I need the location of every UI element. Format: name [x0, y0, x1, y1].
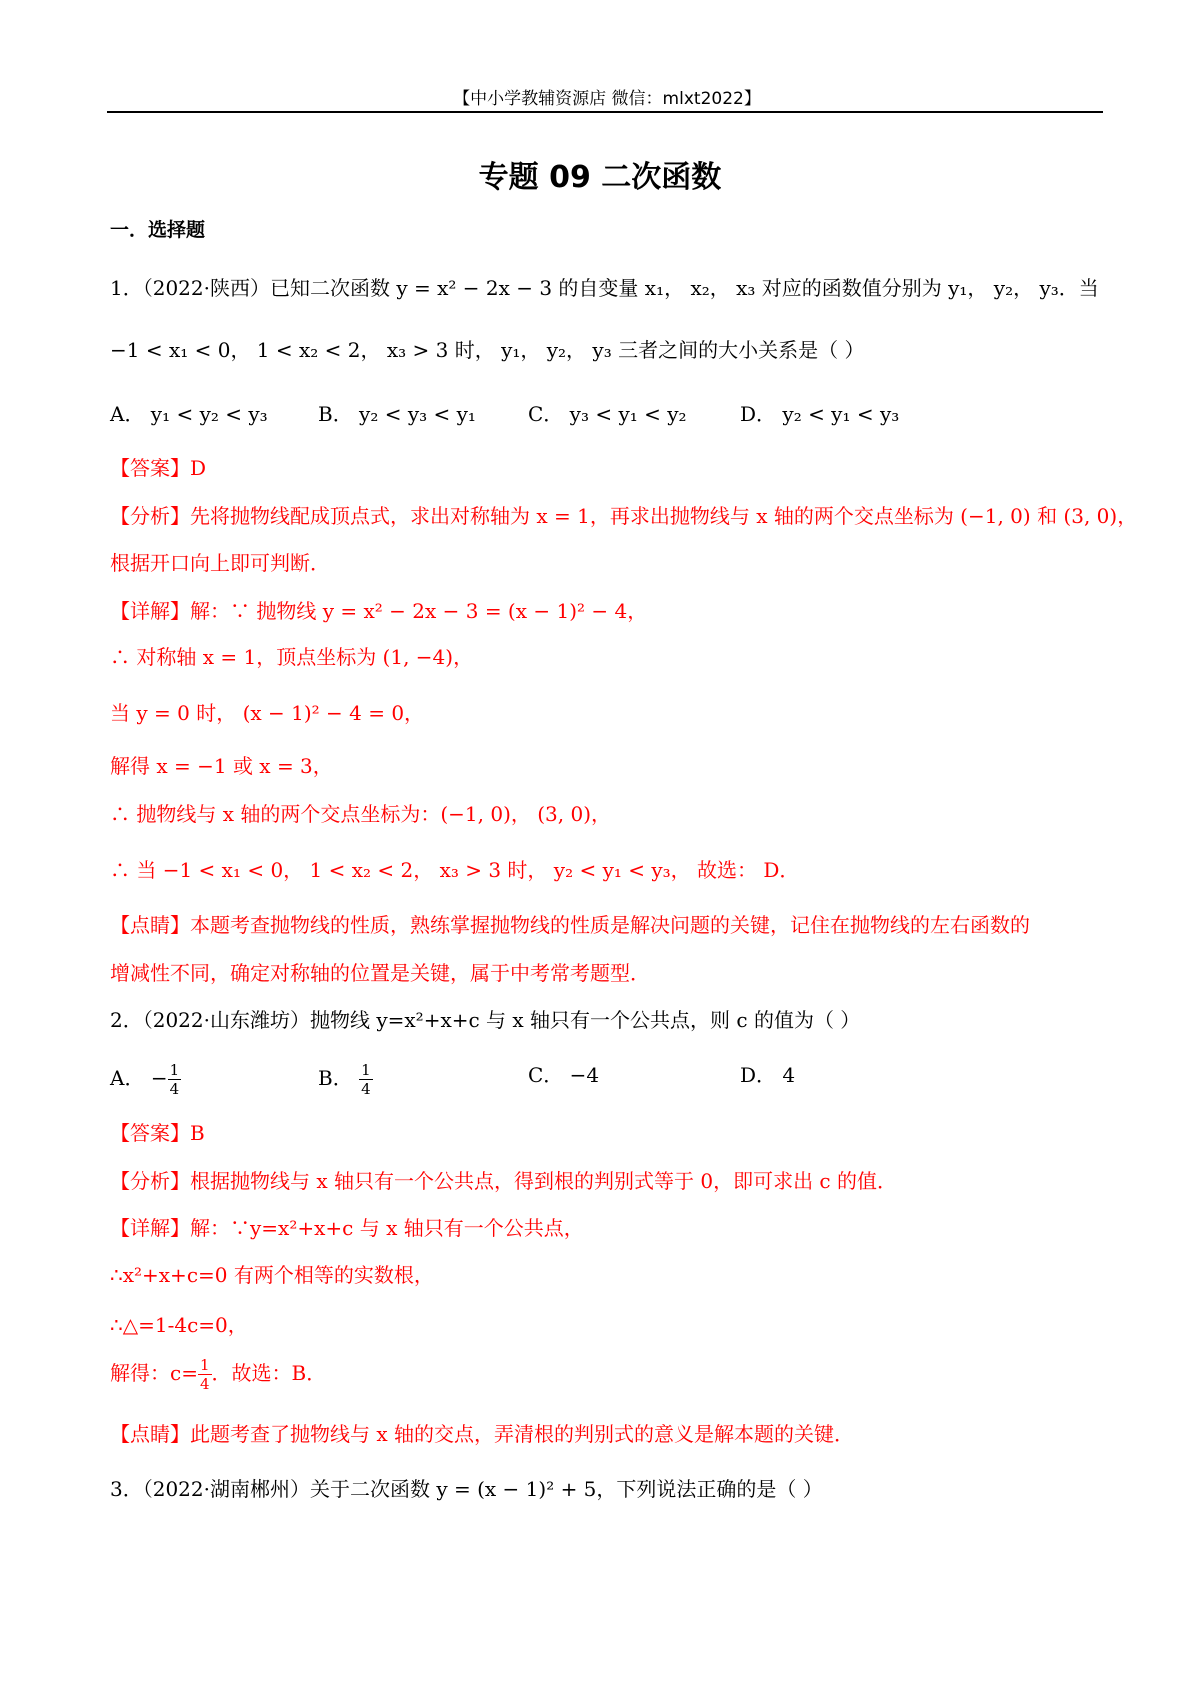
- q2-detail-line: ∴x²+x+c=0 有两个相等的实数根，: [110, 1263, 434, 1287]
- q2-option-a-label: A．: [110, 1066, 145, 1090]
- q2-analysis: 【分析】根据抛物线与 x 轴只有一个公共点，得到根的判别式等于 0，即可求出 c 的值．: [110, 1169, 897, 1193]
- q2-option-b-label: B．: [318, 1066, 353, 1090]
- q1-analysis-line2: 根据开口向上即可判断．: [110, 551, 330, 575]
- q2-detail-line: 【详解】解：∵y=x²+x+c 与 x 轴只有一个公共点，: [110, 1216, 584, 1240]
- fraction-denominator: 4: [169, 1080, 180, 1098]
- q1-detail-line: 解得 x = −1 或 x = 3，: [110, 754, 333, 778]
- q1-comment-line1: 【点睛】本题考查抛物线的性质，熟练掌握抛物线的性质是解决问题的关键，记住在抛物线的左右函数的: [110, 913, 1030, 937]
- q1-detail-line: 当 y = 0 时， (x − 1)² − 4 = 0，: [110, 701, 425, 725]
- fraction-numerator: 1: [361, 1061, 371, 1079]
- q1-option-c: C． y₃ < y₁ < y₂: [528, 402, 687, 426]
- q2-comment: 【点睛】此题考查了抛物线与 x 轴的交点，弄清根的判别式的意义是解本题的关键．: [110, 1422, 854, 1446]
- q1-detail-line: 【详解】解：∵ 抛物线 y = x² − 2x − 3 = (x − 1)² − 4，: [110, 599, 648, 623]
- page-header: 【中小学教辅资源店 微信：mlxt2022】: [453, 89, 761, 109]
- q3-stem: 3．（2022·湖南郴州）关于二次函数 y = (x − 1)² + 5，下列说法正确的是（ ）: [110, 1477, 823, 1501]
- fraction-denominator: 4: [361, 1080, 371, 1098]
- q2-answer: 【答案】B: [110, 1121, 205, 1145]
- q1-detail-line: ∴ 抛物线与 x 轴的两个交点坐标为：(−1, 0)， (3, 0)，: [110, 802, 612, 826]
- q1-detail-line: ∴ 对称轴 x = 1，顶点坐标为 (1, −4)，: [110, 645, 474, 669]
- q1-analysis-line1: 【分析】先将抛物线配成顶点式，求出对称轴为 x = 1，再求出抛物线与 x 轴的两个交点坐标为 (−1, 0) 和 (3, 0)，: [110, 504, 1138, 528]
- q2-detail-line: ∴△=1-4c=0，: [110, 1313, 248, 1337]
- q1-stem-line1: 1．（2022·陕西）已知二次函数 y = x² − 2x − 3 的自变量 x₁， x₂， x₃ 对应的函数值分别为 y₁， y₂， y₃．当: [110, 276, 1099, 300]
- q2-option-b-fraction: [359, 1061, 373, 1098]
- fraction-numerator: 1: [199, 1356, 210, 1374]
- q2-solution-line: [110, 1356, 326, 1393]
- q1-option-d: D． y₂ < y₁ < y₃: [740, 402, 900, 426]
- section-heading: 一．选择题: [110, 219, 206, 241]
- q2-solution-suffix: ．故选：B．: [211, 1361, 327, 1385]
- q1-option-a: A． y₁ < y₂ < y₃: [110, 402, 268, 426]
- q1-detail-line: ∴ 当 −1 < x₁ < 0， 1 < x₂ < 2， x₃ > 3 时， y₂ < y₁ < y₃， 故选： D．: [110, 858, 800, 882]
- q1-answer: 【答案】D: [110, 456, 207, 480]
- q2-option-c: C． −4: [528, 1063, 600, 1087]
- q2-option-d: D． 4: [740, 1063, 796, 1087]
- q2-option-b: [318, 1061, 373, 1098]
- fraction-denominator: 4: [199, 1375, 210, 1393]
- header-divider: [107, 111, 1103, 113]
- q1-stem-line2: −1 < x₁ < 0， 1 < x₂ < 2， x₃ > 3 时， y₁， y₂， y₃ 三者之间的大小关系是（ ）: [110, 338, 865, 362]
- q2-option-a-sign: −: [150, 1066, 168, 1090]
- q1-comment-line2: 增减性不同，确定对称轴的位置是关键，属于中考常考题型．: [110, 961, 650, 985]
- fraction-numerator: 1: [169, 1061, 180, 1079]
- q2-option-a: [110, 1061, 181, 1098]
- q2-stem: 2．（2022·山东潍坊）抛物线 y=x²+x+c 与 x 轴只有一个公共点，则 c 的值为（ ）: [110, 1008, 861, 1032]
- q1-option-b: B． y₂ < y₃ < y₁: [318, 402, 476, 426]
- q2-option-a-fraction: [168, 1061, 182, 1098]
- document-title: 专题 09 二次函数: [478, 160, 722, 195]
- q2-solution-prefix: 解得：c=: [110, 1361, 198, 1385]
- q2-solution-fraction: [198, 1356, 212, 1393]
